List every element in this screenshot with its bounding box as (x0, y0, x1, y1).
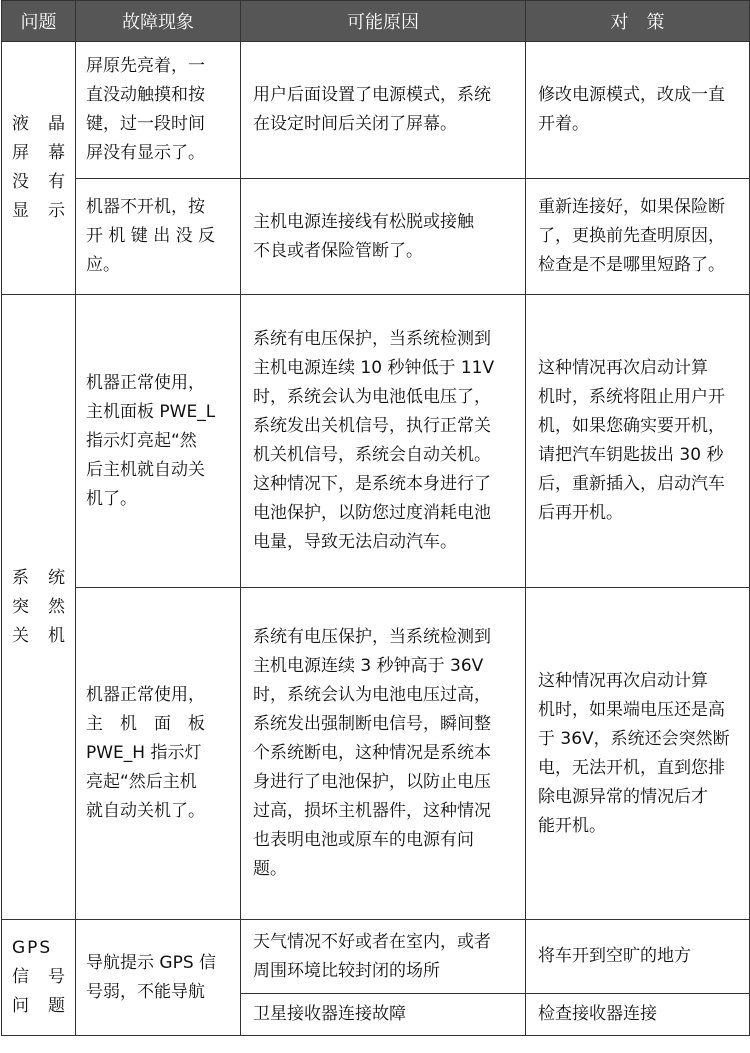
header-issue: 问题 (2, 1, 76, 42)
table-row (2, 588, 750, 920)
cause-cell: 用户后面设置了电源模式，系统 在设定时间后关闭了屏幕。 (241, 42, 526, 179)
troubleshooting-table (1, 0, 750, 1036)
symptom-cell: 机器正常使用， 主 机 面 板 PWE_H 指示灯 亮起“然后主机 就自动关机了。 (76, 588, 241, 920)
symptom-cell: 机器正常使用， 主机面板 PWE_L 指示灯亮起“然 后主机就自动关 机了。 (76, 295, 241, 588)
cause-cell: 主机电源连接线有松脱或接触 不良或者保险管断了。 (241, 179, 526, 295)
issue-lcd-no-display: 液 晶 屏 幕 没 有 显示 (2, 42, 76, 295)
table-row (2, 920, 750, 994)
solution-cell: 将车开到空旷的地方 (526, 920, 750, 994)
header-symptom: 故障现象 (76, 1, 241, 42)
symptom-cell: 屏原先亮着，一 直没动触摸和按 键，过一段时间 屏没有显示了。 (76, 42, 241, 179)
table-row (2, 42, 750, 179)
solution-cell: 修改电源模式，改成一直 开着。 (526, 42, 750, 179)
header-cause: 可能原因 (241, 1, 526, 42)
issue-gps-signal: GPS 信 号 问题 (2, 920, 76, 1036)
issue-sudden-shutdown: 系 统 突 然 关机 (2, 295, 76, 920)
table-row (2, 295, 750, 588)
header-solution: 对 策 (526, 1, 750, 42)
solution-cell: 重新连接好，如果保险断 了，更换前先查明原因， 检查是不是哪里短路了。 (526, 179, 750, 295)
cause-cell: 系统有电压保护，当系统检测到 主机电源连续 3 秒钟高于 36V 时，系统会认为电池电压过高， 系统发出强制断电信号，瞬间整 个系统断电，这种情况是系统本 身进行了电池保护，以防止电压 过高，损坏主机器件，这种情况 也表明电池或原车的电源有问 题。 (241, 588, 526, 920)
cause-cell: 卫星接收器连接故障 (241, 994, 526, 1036)
symptom-cell: 机器不开机，按 开 机 键 出 没 反 应。 (76, 179, 241, 295)
cause-cell: 天气情况不好或者在室内，或者 周围环境比较封闭的场所 (241, 920, 526, 994)
table-row (2, 179, 750, 295)
solution-cell: 这种情况再次启动计算 机时，系统将阻止用户开 机，如果您确实要开机， 请把汽车钥匙拔出 30 秒 后，重新插入，启动汽车 后再开机。 (526, 295, 750, 588)
symptom-cell: 导航提示 GPS 信 号弱，不能导航 (76, 920, 241, 1036)
cause-cell: 系统有电压保护，当系统检测到 主机电源连续 10 秒钟低于 11V 时，系统会认为电池低电压了， 系统发出关机信号，执行正常关 机关机信号，系统会自动关机。 这种情况下，是系统本身进行了 电池保护，以防您过度消耗电池 电量，导致无法启动汽车。 (241, 295, 526, 588)
solution-cell: 检查接收器连接 (526, 994, 750, 1036)
solution-cell: 这种情况再次启动计算 机时，如果端电压还是高 于 36V，系统还会突然断 电，无法开机，直到您排 除电源异常的情况后才 能开机。 (526, 588, 750, 920)
header-row (2, 1, 750, 42)
